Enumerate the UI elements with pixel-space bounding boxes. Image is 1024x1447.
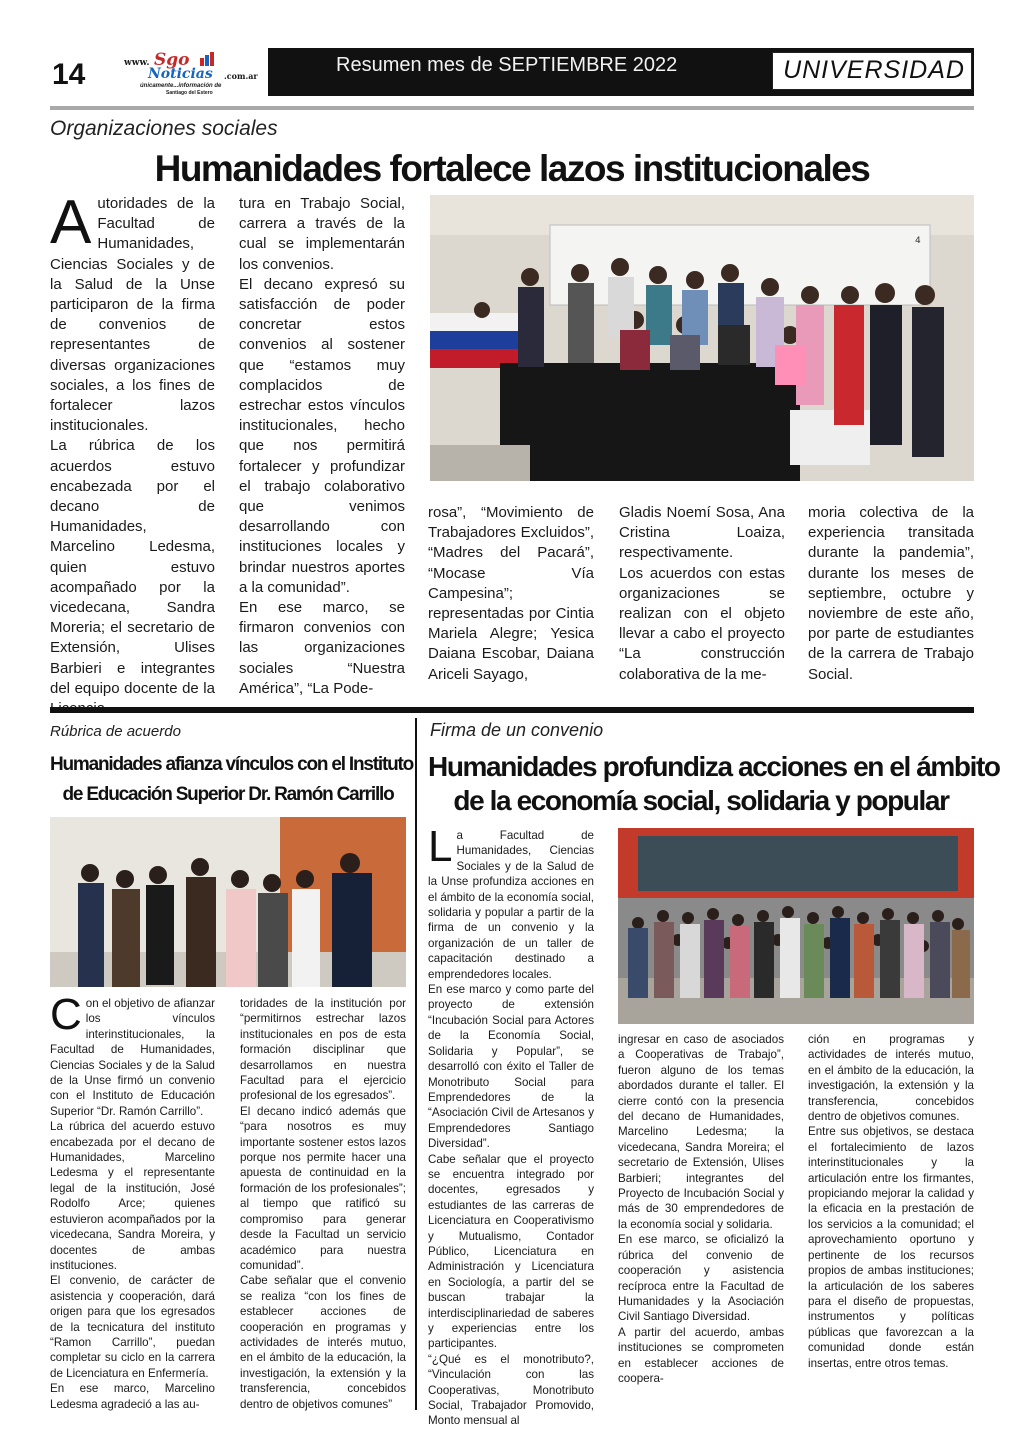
article2-title-line1: Humanidades afianza vínculos con el Instituto xyxy=(50,754,414,775)
site-logo xyxy=(124,50,266,98)
article3-title-line1: Humanidades profundiza acciones en el ámbito xyxy=(428,751,1000,782)
section-label: UNIVERSIDAD xyxy=(783,56,965,84)
logo-domain: .com.ar xyxy=(224,71,258,81)
article1-dropcap: A xyxy=(50,188,92,257)
article3-column-1 xyxy=(428,822,594,1429)
article1-column-3: rosa”, “Movimiento de Trabajadores Excluidos”, “Madres del Pacará”, “Mocase Vía Campesina”; representadas por Cintia Mariela Alegre; Yesica Daiana Escobar, Daiana Ariceli Sayago, xyxy=(428,504,594,683)
article1-column-4: Gladis Noemí Sosa, Ana Cristina Loaiza, respectivamente. Los acuerdos con estas organizaciones se realizan con el objeto llevar a cabo el proyecto “La construcción colaborativa de la me- xyxy=(619,504,785,683)
issue-date: Resumen mes de SEPTIEMBRE 2022 xyxy=(336,54,678,76)
article3-column-2: ingresar en caso de asociados a Cooperativas de Trabajo”, fueron alguno de los temas abordados durante el taller. El cierre contó con la presencia del decano de Humanidades, Marcelino Ledesma; la vicedecana, Sandra Moreira; el secretario de Extensión, Ulises Barbieri; integrantes del Proyecto de Incubación Social y más de 30 emprendedores de la economía social y solidaria. En ese marco, se oficializó la rúbrica del convenio de cooperación y asistencia recíproca entre la Facultad de Humanidades y la Asociación Civil Santiago Diversidad. A partir del acuerdo, ambas instituciones se comprometen en establecer acciones de coopera- xyxy=(618,1033,784,1385)
logo-bars-icon xyxy=(200,52,216,66)
header-rule xyxy=(50,106,974,110)
article1-column-1 xyxy=(50,188,215,719)
logo-tagline: únicamente...información de xyxy=(140,83,222,89)
article2-title xyxy=(50,750,414,810)
column-divider xyxy=(415,718,417,1410)
article3-column-3: ción en programas y actividades de interés mutuo, en el ámbito de la educación, la investigación, la extensión y la transferencia, concebidos dentro de objetivos comunes. Entre sus objetivos, se destaca el fortalecimiento de lazos interinstitucionales y la articulación entre los firmantes, propiciando mejorar la calidad y la eficacia en la prestación de los servicios a la comunidad; el aprovechamiento oportuno y pertinente de los recursos propios de ambas instituciones; la articulación de los saberes para el diseño de propuestas, instrumentos y políticas públicas que favorezcan a la comunidad donde están insertas, entre otros temas. xyxy=(808,1033,974,1370)
article2-title-line2: de Educación Superior Dr. Ramón Carrillo xyxy=(62,784,394,805)
article2-photo xyxy=(50,817,406,987)
article3-kicker: Firma de un convenio xyxy=(430,720,604,740)
article2-column-1 xyxy=(50,990,215,1412)
article3-dropcap: L xyxy=(428,822,453,871)
article1-column-2: tura en Trabajo Social, carrera a través de la cual se implementarán los convenios. El decano expresó su satisfacción de poder concretar estos convenios al sostener que “estamos muy complacidos de estrechar estos vínculos institucionales, hecho que nos permitirá fortalecer y profundizar el trabajo colaborativo que venimos desarrollando con instituciones locales y brindar nuestros aportes a la comunidad”. En ese marco, se firmaron convenios con las organizaciones sociales “Nuestra América”, “La Pode- xyxy=(239,195,405,697)
article3-title xyxy=(428,750,1000,818)
section-divider xyxy=(50,707,974,713)
article1-column-5: moria colectiva de la experiencia transitada durante la pandemia”, durante los meses de septiembre, octubre y noviembre de este año, por parte de estudiantes de la carrera de Trabajo Social. xyxy=(808,504,974,683)
logo-www: www. xyxy=(124,58,150,68)
logo-noticias: Noticias xyxy=(148,66,213,82)
whiteboard-number: 4 xyxy=(915,236,921,246)
article1-col1-text: utoridades de la Facultad de Humanidades, Ciencias Sociales y de la Salud de la Unse participaron de la firma de convenios de representantes de diversas organizaciones sociales, a los fines de fortalecer lazos institucionales. La rúbrica de los acuerdos estuvo encabezada por el decano de Humanidades, Marcelino Ledesma, quien estuvo acompañado por la vicedecana, Sandra Moreria; el secretario de Extensión, Ulises Barbieri e integrantes del equipo docente de la xyxy=(50,195,215,697)
logo-tagline-location: Santiago del Estero xyxy=(166,90,213,96)
page-number: 14 xyxy=(52,58,86,91)
article2-col1-text: on el objetivo de afianzar los vínculos interinstitucionales, la Facultad de Humanidades, Ciencias Sociales y de la Salud de la Unse firmó un convenio con el Instituto de Educación Superior “Dr. Ramón Carrillo”. La rúbrica del acuerdo estuvo encabezada por el decano de Humanidades, Marcelino Ledesma y el representante legal de la institución, José Rodolfo Arce; quienes estuvieron acompañados por la vicedecana, Sandra Moreira, y docentes de ambas instituciones. El convenio, de carácter de asistencia y cooperación, dará origen para que los egresados de la tecnicatura del instituto “Ramon Carrillo”, puedan completar su ciclo en la carrera de Licenciatura en Enfermería. En ese marco, Marcelino Ledesma agradeció a las au- xyxy=(50,997,215,1411)
article1-photo xyxy=(430,195,974,481)
article1-title: Humanidades fortalece lazos institucionales xyxy=(154,148,870,189)
article3-col1-text: a Facultad de Humanidades, Ciencias Sociales y de la Salud de la Unse profundiza acciones en el ámbito de la economía social, solidaria y popular a partir de la firma de un convenio y la organización de un taller de capacitación destinado a emprendedores locales. En ese marco y como parte del proyecto de extensión “Incubación Social para Actores de la Economía Social, Solidaria y Popular”, se desarrolló con éxito el Taller de Monotributo Social para Emprendedores de la “Asociación Civil de Artesanos y Emprendedores Santiago Diversidad”. Cabe señalar que el proyecto se encuentra integrado por docentes, egresados y estudiantes de las carreras de Licenciatura en Cooperativismo y Mutualismo, Contador Público, Licenciatura en Administración y Licenciatura en Sociología, a partir del se buscan trabajar la interdisciplinariedad de saberes y experiencias entre los participantes. “¿Qué es el monotributo?, “Vinculación con las Cooperativas, Monotributo Social, Trabajador Promovido, Monto mensual al xyxy=(428,829,594,1428)
article3-title-line2: de la economía social, solidaria y popular xyxy=(453,785,949,816)
article2-dropcap: C xyxy=(50,990,82,1039)
article1-kicker: Organizaciones sociales xyxy=(50,117,278,140)
article3-photo xyxy=(618,828,974,1024)
article2-column-2: toridades de la institución por “permitirnos estrechar lazos institucionales en pos de esta formación disciplinar que desarrollamos en nuestra Facultad para el ejercicio profesional de los egresados”. El decano indicó además que “para nosotros es muy importante sostener estos lazos porque nos permite hacer una apuesta de continuidad en la formación de los profesionales”; al tiempo que ratificó su compromiso para generar desde la Facultad un servicio académico para nuestra comunidad”. Cabe señalar que el convenio se realiza “con los fines de establecer acciones de cooperación en programas y actividades de interés mutuo, en el ámbito de la educación, la investigación, la extensión y la transferencia, concebidos dentro de objetivos comunes” xyxy=(240,997,406,1411)
article2-kicker: Rúbrica de acuerdo xyxy=(50,723,181,740)
logo-sgo: Sgo xyxy=(154,50,190,70)
